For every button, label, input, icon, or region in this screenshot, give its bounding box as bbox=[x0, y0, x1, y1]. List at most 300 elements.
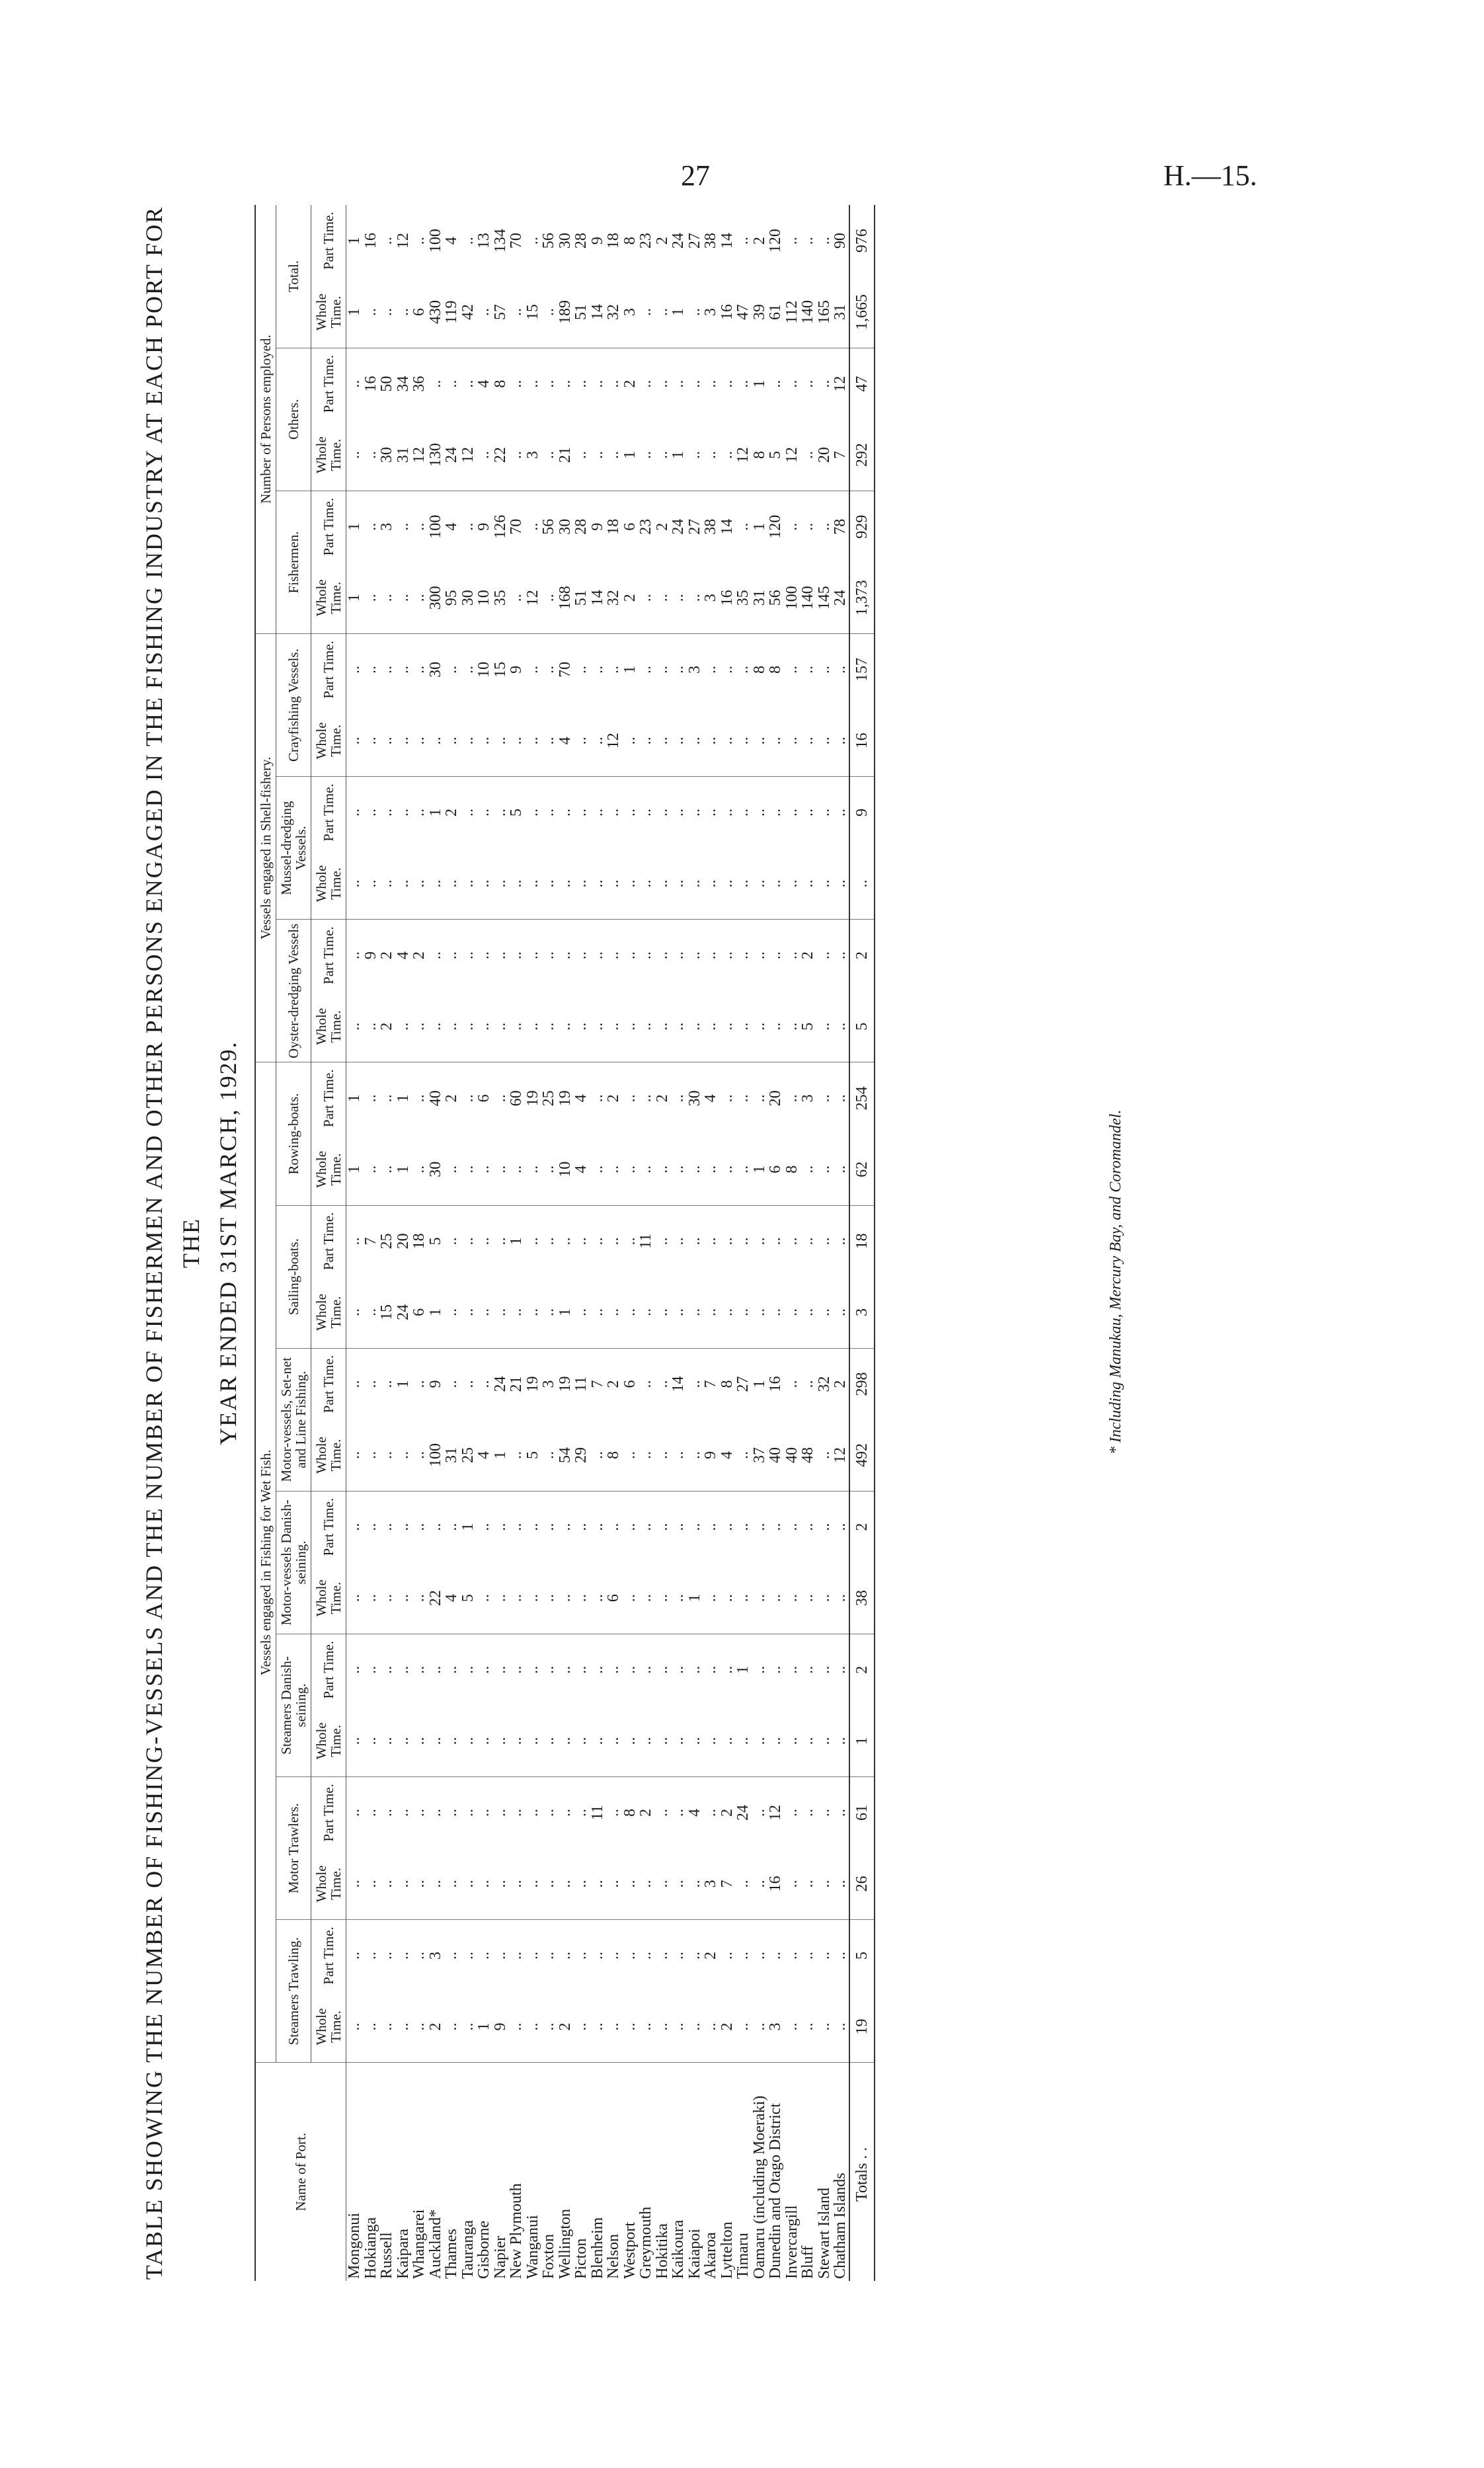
table-cell: .. bbox=[638, 1920, 654, 1991]
table-cell: .. bbox=[719, 634, 736, 705]
table-cell: .. bbox=[718, 1594, 736, 1603]
table-cell: .. bbox=[588, 879, 606, 888]
table-cell: .. bbox=[590, 920, 606, 991]
table-cell: .. bbox=[832, 920, 849, 991]
table-cell: .. bbox=[346, 879, 363, 888]
port-name: Thames bbox=[444, 2063, 460, 2281]
table-cell: .. bbox=[638, 1348, 654, 1419]
table-cell: 10 bbox=[475, 590, 492, 606]
table-cell: 24 bbox=[443, 447, 460, 463]
table-cell: 6 bbox=[476, 1062, 492, 1134]
port-name: Lyttelton bbox=[719, 2063, 736, 2281]
table-cell: .. bbox=[784, 1062, 801, 1134]
table-cell: .. bbox=[525, 491, 541, 562]
table-cell: .. bbox=[557, 1920, 574, 1991]
table-cell: .. bbox=[590, 1205, 606, 1277]
table-cell: .. bbox=[832, 1062, 849, 1134]
table-cell: 1 bbox=[395, 1062, 412, 1134]
table-cell: .. bbox=[346, 777, 363, 848]
table-cell: 6 bbox=[605, 1594, 622, 1603]
table-cell: .. bbox=[832, 1491, 849, 1562]
table-cell: 15 bbox=[492, 634, 509, 705]
table-cell: .. bbox=[670, 1737, 687, 1745]
table-cell: .. bbox=[508, 736, 525, 745]
table-cell: .. bbox=[654, 1777, 671, 1849]
table-cell: .. bbox=[637, 308, 654, 317]
table-cell: 56 bbox=[540, 233, 557, 249]
table-cell: .. bbox=[670, 2022, 687, 2031]
table-cell: .. bbox=[443, 1022, 460, 1031]
table-cell: .. bbox=[541, 777, 557, 848]
table-cell: .. bbox=[346, 1451, 363, 1460]
table-cell: .. bbox=[670, 1594, 687, 1603]
table-cell: .. bbox=[590, 348, 606, 419]
table-cell: .. bbox=[443, 879, 460, 888]
table-cell: 47 bbox=[734, 304, 752, 321]
table-cell: 2 bbox=[719, 1777, 736, 1849]
table-cell: .. bbox=[605, 348, 622, 419]
table-cell: .. bbox=[460, 1634, 477, 1705]
table-cell: .. bbox=[670, 920, 687, 991]
table-cell: .. bbox=[525, 1777, 541, 1849]
table-cell: .. bbox=[378, 736, 395, 745]
table-cell: .. bbox=[557, 348, 574, 419]
table-row bbox=[379, 205, 395, 2281]
table-cell: .. bbox=[508, 879, 525, 888]
table-cell: 16 bbox=[362, 233, 379, 249]
table-cell: .. bbox=[444, 348, 460, 419]
table-cell: 32 bbox=[605, 590, 622, 606]
table-cell: .. bbox=[346, 634, 363, 705]
total-cell: 1 bbox=[849, 1705, 875, 1776]
table-cell: 1 bbox=[460, 1491, 477, 1562]
table-cell: 9 bbox=[590, 491, 606, 562]
table-cell: .. bbox=[572, 879, 590, 888]
table-cell: .. bbox=[508, 451, 525, 459]
table-cell: .. bbox=[508, 348, 525, 419]
table-row bbox=[557, 205, 574, 2281]
table-cell: .. bbox=[476, 1491, 492, 1562]
table-cell: .. bbox=[362, 1451, 379, 1460]
table-cell: .. bbox=[459, 1880, 477, 1888]
table-cell: .. bbox=[346, 1022, 363, 1031]
table-cell: .. bbox=[492, 1491, 509, 1562]
table-cell: .. bbox=[670, 736, 687, 745]
table-cell: .. bbox=[394, 594, 412, 602]
total-cell: 1,373 bbox=[849, 562, 875, 633]
table-cell: 2 bbox=[605, 1348, 622, 1419]
table-cell: .. bbox=[815, 2022, 833, 2031]
table-cell: .. bbox=[719, 1920, 736, 1991]
table-cell: .. bbox=[767, 1205, 784, 1277]
table-cell: .. bbox=[346, 736, 363, 745]
table-cell: .. bbox=[443, 1880, 460, 1888]
table-cell: .. bbox=[653, 1737, 671, 1745]
table-cell: .. bbox=[816, 1920, 833, 1991]
table-cell: 78 bbox=[832, 491, 849, 562]
table-cell: .. bbox=[750, 1737, 768, 1745]
table-cell: .. bbox=[605, 1880, 622, 1888]
table-cell: .. bbox=[590, 1634, 606, 1705]
table-cell: .. bbox=[637, 2022, 654, 2031]
table-cell: 8 bbox=[622, 1777, 639, 1849]
table-cell: .. bbox=[687, 1205, 703, 1277]
table-cell: .. bbox=[476, 1205, 492, 1277]
table-cell: .. bbox=[670, 1022, 687, 1031]
table-cell: .. bbox=[783, 879, 801, 888]
table-cell: 100 bbox=[428, 491, 444, 562]
table-cell: .. bbox=[459, 1737, 477, 1745]
table-cell: 2 bbox=[703, 1920, 719, 1991]
table-cell: .. bbox=[508, 2022, 525, 2031]
table-cell: 112 bbox=[783, 300, 801, 324]
table-cell: .. bbox=[653, 1880, 671, 1888]
table-cell: .. bbox=[588, 1594, 606, 1603]
table-cell: .. bbox=[718, 1165, 736, 1174]
table-cell: .. bbox=[394, 1451, 412, 1460]
table-cell: .. bbox=[460, 1205, 477, 1277]
table-cell: .. bbox=[573, 1634, 590, 1705]
table-cell: .. bbox=[670, 348, 687, 419]
table-cell: 1 bbox=[491, 1451, 509, 1460]
port-name: Bluff bbox=[800, 2063, 816, 2281]
table-cell: .. bbox=[411, 777, 428, 848]
table-cell: 40 bbox=[767, 1447, 784, 1464]
table-cell: 24 bbox=[670, 491, 687, 562]
table-cell: .. bbox=[784, 1491, 801, 1562]
table-cell: .. bbox=[346, 1205, 363, 1277]
table-cell: .. bbox=[444, 1205, 460, 1277]
table-cell: .. bbox=[638, 348, 654, 419]
table-cell: .. bbox=[654, 1348, 671, 1419]
whole-time-header: Whole Time. bbox=[311, 1705, 346, 1776]
table-cell: .. bbox=[653, 1022, 671, 1031]
table-cell: .. bbox=[588, 1880, 606, 1888]
table-cell: .. bbox=[816, 634, 833, 705]
table-cell: 15 bbox=[524, 304, 541, 321]
table-cell: .. bbox=[832, 879, 849, 888]
table-cell: .. bbox=[459, 1165, 477, 1174]
table-cell: .. bbox=[491, 1737, 509, 1745]
table-cell: 12 bbox=[767, 1777, 784, 1849]
table-cell: .. bbox=[394, 1737, 412, 1745]
table-cell: .. bbox=[476, 920, 492, 991]
table-cell: 1 bbox=[346, 237, 363, 245]
table-cell: .. bbox=[784, 1205, 801, 1277]
table-cell: 31 bbox=[750, 590, 768, 606]
table-cell: .. bbox=[670, 1880, 687, 1888]
table-cell: .. bbox=[443, 2022, 460, 2031]
table-cell: .. bbox=[816, 491, 833, 562]
table-cell: .. bbox=[800, 1205, 816, 1277]
table-cell: .. bbox=[816, 1777, 833, 1849]
table-cell: .. bbox=[637, 1165, 654, 1174]
table-cell: .. bbox=[394, 1594, 412, 1603]
table-cell: .. bbox=[832, 1165, 849, 1174]
table-cell: .. bbox=[508, 1920, 525, 1991]
table-cell: 22 bbox=[426, 1590, 444, 1607]
totals-label: Totals . . bbox=[849, 2063, 875, 2281]
table-cell: 1 bbox=[735, 1634, 752, 1705]
table-cell: .. bbox=[670, 1777, 687, 1849]
table-cell: .. bbox=[525, 634, 541, 705]
table-cell: .. bbox=[508, 1634, 525, 1705]
table-cell: 30 bbox=[426, 1161, 444, 1177]
table-cell: .. bbox=[346, 1777, 363, 1849]
whole-time-header: Whole Time. bbox=[311, 1849, 346, 1920]
table-cell: .. bbox=[767, 1022, 784, 1031]
table-cell: .. bbox=[444, 1777, 460, 1849]
table-cell: .. bbox=[815, 1451, 833, 1460]
port-name: Foxton bbox=[541, 2063, 557, 2281]
table-cell: .. bbox=[685, 736, 703, 745]
table-cell: 100 bbox=[783, 586, 801, 610]
column-group-header: Total. bbox=[276, 205, 311, 348]
table-cell: .. bbox=[734, 1737, 752, 1745]
table-cell: .. bbox=[654, 634, 671, 705]
table-cell: .. bbox=[685, 594, 703, 602]
port-name: Whangarei bbox=[411, 2063, 428, 2281]
table-cell: .. bbox=[719, 1205, 736, 1277]
table-cell: .. bbox=[815, 1594, 833, 1603]
table-cell: 5 bbox=[428, 1205, 444, 1277]
table-cell: .. bbox=[638, 777, 654, 848]
total-cell: 2 bbox=[849, 1491, 875, 1562]
table-cell: .. bbox=[670, 1062, 687, 1134]
table-cell: .. bbox=[524, 237, 541, 245]
table-cell: .. bbox=[767, 1634, 784, 1705]
table-cell: 4 bbox=[703, 1062, 719, 1134]
table-cell: .. bbox=[799, 1308, 816, 1316]
table-cell: 24 bbox=[832, 590, 849, 606]
table-cell: .. bbox=[394, 1022, 412, 1031]
table-cell: .. bbox=[799, 1594, 816, 1603]
table-cell: .. bbox=[492, 777, 509, 848]
table-cell: .. bbox=[540, 736, 557, 745]
column-group-header: Steamers Danish-seining. bbox=[276, 1634, 311, 1776]
table-cell: .. bbox=[557, 920, 574, 991]
table-cell: .. bbox=[557, 1205, 574, 1277]
table-cell: .. bbox=[362, 1737, 379, 1745]
table-cell: 1 bbox=[752, 491, 768, 562]
table-cell: 24 bbox=[735, 1777, 752, 1849]
table-cell: .. bbox=[508, 1594, 525, 1603]
table-cell: 24 bbox=[492, 1348, 509, 1419]
table-cell: .. bbox=[685, 451, 703, 459]
table-cell: .. bbox=[525, 1491, 541, 1562]
table-cell: .. bbox=[572, 1880, 590, 1888]
table-cell: 1 bbox=[346, 491, 363, 562]
table-cell: 20 bbox=[815, 447, 833, 463]
table-cell: .. bbox=[687, 1491, 703, 1562]
total-cell: 5 bbox=[849, 1920, 875, 1991]
total-cell: 18 bbox=[849, 1205, 875, 1277]
table-cell: .. bbox=[525, 777, 541, 848]
table-cell: 5 bbox=[799, 1022, 816, 1031]
table-cell: .. bbox=[572, 1737, 590, 1745]
table-cell: .. bbox=[654, 777, 671, 848]
table-cell: .. bbox=[800, 1634, 816, 1705]
table-cell: .. bbox=[605, 1737, 622, 1745]
table-cell: .. bbox=[670, 634, 687, 705]
table-cell: .. bbox=[346, 1737, 363, 1745]
table-row bbox=[703, 205, 719, 2281]
column-group-header: Fishermen. bbox=[276, 491, 311, 633]
table-cell: .. bbox=[702, 451, 719, 459]
part-time-header: Part Time. bbox=[311, 777, 346, 848]
table-cell: .. bbox=[734, 736, 752, 745]
table-cell: .. bbox=[492, 1777, 509, 1849]
table-cell: 3 bbox=[621, 308, 639, 317]
table-cell: 50 bbox=[379, 348, 395, 419]
table-cell: .. bbox=[428, 1777, 444, 1849]
table-cell: .. bbox=[735, 1491, 752, 1562]
table-cell: .. bbox=[799, 1165, 816, 1174]
table-cell: 95 bbox=[443, 590, 460, 606]
table-cell: .. bbox=[378, 1594, 395, 1603]
table-cell: .. bbox=[605, 1308, 622, 1316]
table-cell: .. bbox=[702, 1165, 719, 1174]
table-cell: .. bbox=[735, 348, 752, 419]
table-cell: 6 bbox=[622, 491, 639, 562]
table-cell: .. bbox=[637, 1308, 654, 1316]
table-cell: .. bbox=[395, 1634, 412, 1705]
table-cell: 40 bbox=[783, 1447, 801, 1464]
column-group-header: Motor-vessels, Set-net and Line Fishing. bbox=[276, 1348, 311, 1491]
table-cell: .. bbox=[654, 1205, 671, 1277]
column-group-header: Motor Trawlers. bbox=[276, 1777, 311, 1920]
table-cell: .. bbox=[605, 1777, 622, 1849]
total-cell: 254 bbox=[849, 1062, 875, 1134]
table-cell: 51 bbox=[572, 304, 590, 321]
total-cell: 26 bbox=[849, 1849, 875, 1920]
table-cell: .. bbox=[379, 1634, 395, 1705]
table-cell: .. bbox=[590, 777, 606, 848]
table-cell: 14 bbox=[718, 233, 736, 249]
table-cell: .. bbox=[524, 879, 541, 888]
table-cell: .. bbox=[541, 634, 557, 705]
table-cell: 3 bbox=[524, 451, 541, 459]
table-cell: 1 bbox=[346, 594, 363, 602]
table-cell: 165 bbox=[815, 300, 833, 325]
table-cell: .. bbox=[702, 1594, 719, 1603]
table-cell: .. bbox=[750, 1022, 768, 1031]
table-cell: .. bbox=[832, 1022, 849, 1031]
table-cell: 1 bbox=[346, 308, 363, 317]
table-cell: .. bbox=[346, 920, 363, 991]
table-cell: 7 bbox=[703, 1348, 719, 1419]
table-cell: .. bbox=[476, 1348, 492, 1419]
table-cell: .. bbox=[670, 1920, 687, 1991]
document-reference: H.—15. bbox=[1163, 159, 1257, 192]
table-cell: .. bbox=[735, 634, 752, 705]
table-cell: 32 bbox=[605, 304, 622, 321]
table-cell: .. bbox=[653, 736, 671, 745]
table-cell: .. bbox=[685, 1308, 703, 1316]
whole-time-header: Whole Time. bbox=[311, 991, 346, 1062]
table-cell: 1 bbox=[670, 308, 687, 317]
table-cell: 15 bbox=[378, 1304, 395, 1320]
column-group-header: Rowing-boats. bbox=[276, 1062, 311, 1205]
table-cell: 1 bbox=[752, 348, 768, 419]
port-name: Dunedin and Otago District bbox=[767, 2063, 784, 2281]
table-cell: .. bbox=[363, 1634, 379, 1705]
table-cell: .. bbox=[685, 308, 703, 317]
table-cell: .. bbox=[767, 1594, 784, 1603]
table-cell: .. bbox=[411, 1777, 428, 1849]
table-cell: .. bbox=[573, 920, 590, 991]
table-cell: .. bbox=[767, 736, 784, 745]
table-cell: 30 bbox=[557, 491, 574, 562]
table-cell: 120 bbox=[767, 491, 784, 562]
table-cell: 1 bbox=[428, 777, 444, 848]
table-cell: .. bbox=[378, 1737, 395, 1745]
table-cell: .. bbox=[637, 736, 654, 745]
table-cell: .. bbox=[637, 1737, 654, 1745]
port-name: Invercargill bbox=[784, 2063, 801, 2281]
part-time-header: Part Time. bbox=[311, 1634, 346, 1705]
table-cell: .. bbox=[800, 1777, 816, 1849]
table-cell: .. bbox=[475, 451, 492, 459]
table-cell: .. bbox=[670, 1491, 687, 1562]
table-cell: .. bbox=[395, 1491, 412, 1562]
table-cell: .. bbox=[492, 1634, 509, 1705]
table-cell: .. bbox=[525, 920, 541, 991]
table-cell: 35 bbox=[491, 590, 509, 606]
table-cell: .. bbox=[476, 777, 492, 848]
table-cell: .. bbox=[687, 1920, 703, 1991]
table-cell: .. bbox=[815, 1022, 833, 1031]
table-cell: .. bbox=[525, 1634, 541, 1705]
table-cell: .. bbox=[410, 736, 428, 745]
table-cell: 70 bbox=[508, 233, 525, 249]
table-cell: .. bbox=[670, 879, 687, 888]
table-cell: 140 bbox=[799, 300, 816, 325]
table-cell: .. bbox=[621, 1451, 639, 1460]
table-cell: .. bbox=[703, 348, 719, 419]
table-cell: .. bbox=[784, 920, 801, 991]
table-row bbox=[622, 205, 639, 2281]
table-cell: .. bbox=[428, 1491, 444, 1562]
table-cell: .. bbox=[540, 879, 557, 888]
table-cell: .. bbox=[621, 1022, 639, 1031]
table-cell: 300 bbox=[426, 586, 444, 610]
port-name: Napier bbox=[492, 2063, 509, 2281]
table-cell: .. bbox=[653, 594, 671, 602]
table-cell: 19 bbox=[525, 1062, 541, 1134]
table-cell: .. bbox=[444, 920, 460, 991]
table-cell: 4 bbox=[573, 1062, 590, 1134]
table-row bbox=[752, 205, 768, 2281]
table-cell: .. bbox=[443, 736, 460, 745]
total-cell: 61 bbox=[849, 1777, 875, 1849]
table-cell: .. bbox=[752, 1920, 768, 1991]
table-cell: .. bbox=[475, 1308, 492, 1316]
table-row bbox=[346, 205, 363, 2281]
table-cell: .. bbox=[653, 1594, 671, 1603]
table-cell: 39 bbox=[750, 304, 768, 321]
table-cell: .. bbox=[460, 1062, 477, 1134]
table-cell: .. bbox=[491, 1594, 509, 1603]
table-cell: .. bbox=[590, 1491, 606, 1562]
table-cell: 120 bbox=[767, 229, 784, 253]
table-cell: 19 bbox=[557, 1062, 574, 1134]
table-cell: 7 bbox=[718, 1880, 736, 1888]
table-cell: .. bbox=[378, 1451, 395, 1460]
table-cell: 4 bbox=[395, 920, 412, 991]
table-cell: 2 bbox=[444, 777, 460, 848]
table-row bbox=[654, 205, 671, 2281]
